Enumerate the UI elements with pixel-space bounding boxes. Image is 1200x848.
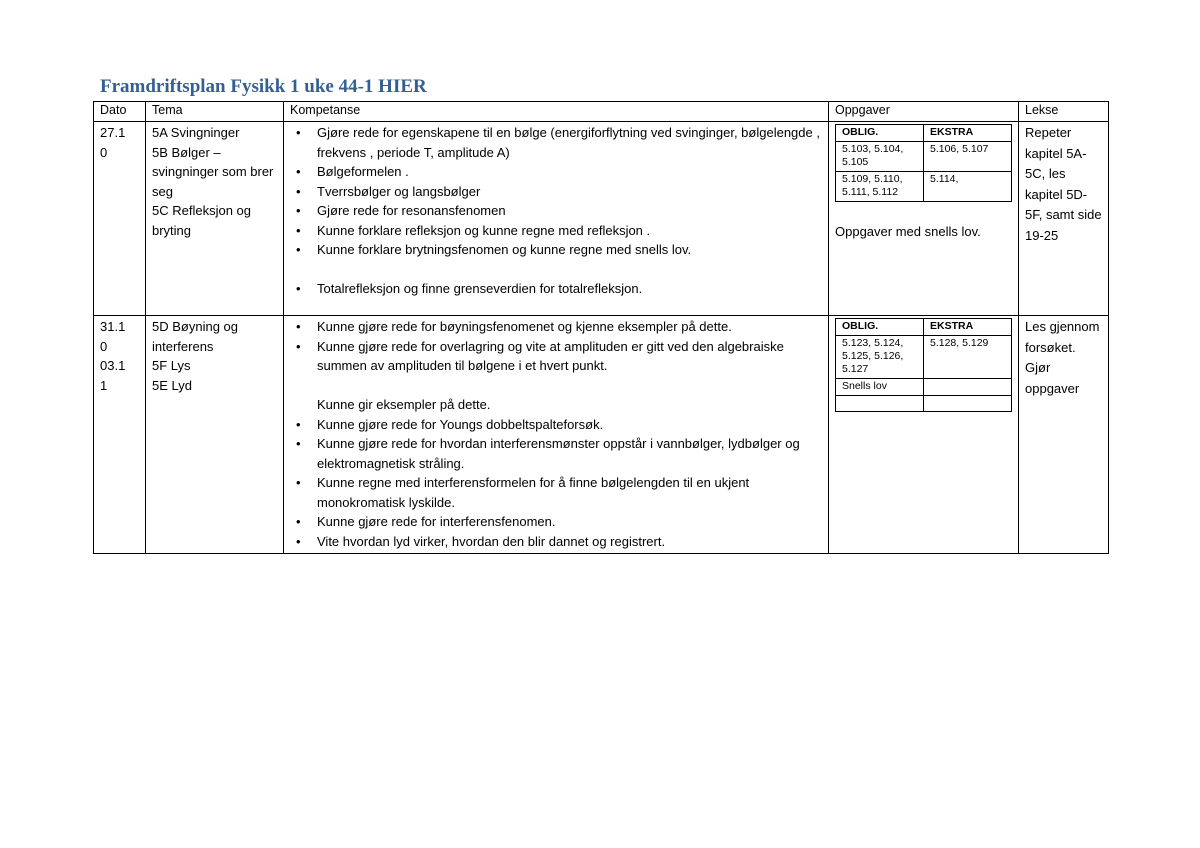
header-kompetanse: Kompetanse [284, 102, 829, 122]
oppgaver-header-row [836, 319, 1012, 336]
oppgaver-table [835, 318, 1012, 412]
tema-cell [146, 122, 284, 316]
oppgaver-table [835, 124, 1012, 202]
kompetanse-cell [284, 316, 829, 554]
list-spacer [290, 376, 822, 396]
ekstra-label: EKSTRA [924, 125, 1012, 142]
kompetanse-list [290, 123, 822, 299]
oblig-value: Snells lov [836, 379, 924, 396]
list-item: • Kunne forklare refleksjon og kunne regne med refleksjon . [290, 221, 822, 241]
ekstra-value: 5.128, 5.129 [924, 336, 1012, 379]
list-item: • Vite hvordan lyd virker, hvordan den blir dannet og registrert. [290, 532, 822, 552]
oblig-value [836, 396, 924, 412]
ekstra-label: EKSTRA [924, 319, 1012, 336]
header-oppgaver: Oppgaver [829, 102, 1019, 122]
lekse-text: Les gjennom forsøket. Gjør oppgaver [1025, 319, 1100, 396]
table-row [94, 316, 1109, 554]
dato-cell [94, 316, 146, 554]
tema-item: 5B Bølger – svingninger som brer seg [152, 144, 274, 199]
list-item: • Kunne regne med interferensformelen for å finne bølgelengden til en ukjent monokromatisk lyskilde. [290, 473, 822, 512]
tema-item: 5F Lys [152, 358, 191, 373]
oblig-value: 5.123, 5.124, 5.125, 5.126, 5.127 [836, 336, 924, 379]
dato-text: 27.1 0 [100, 125, 126, 160]
list-item: • Totalrefleksjon og finne grenseverdien for totalrefleksjon. [290, 279, 822, 299]
oppgaver-cell [829, 122, 1019, 316]
oppgaver-row [836, 142, 1012, 172]
oppgaver-header-row [836, 125, 1012, 142]
lekse-text: Repeter kapitel 5A-5C, les kapitel 5D-5F, samt side 19-25 [1025, 125, 1102, 243]
list-item: • Kunne gjøre rede for overlagring og vite at amplituden er gitt ved den algebraiske summen av amplituden til bølgene i et hvert punkt. [290, 337, 822, 376]
lekse-cell [1019, 122, 1109, 316]
oblig-value: 5.109, 5.110, 5.111, 5.112 [836, 172, 924, 202]
oppgaver-row [836, 172, 1012, 202]
oppgaver-row [836, 396, 1012, 412]
tema-item: 5D Bøyning og interferens [152, 319, 238, 354]
oblig-label: OBLIG. [836, 125, 924, 142]
header-lekse: Lekse [1019, 102, 1109, 122]
list-item: • Gjøre rede for resonansfenomen [290, 201, 822, 221]
oppgaver-cell [829, 316, 1019, 554]
list-item: • Bølgeformelen . [290, 162, 822, 182]
tema-item: 5C Refleksjon og bryting [152, 203, 251, 238]
header-row [94, 102, 1109, 122]
oppgaver-note: Oppgaver med snells lov. [835, 224, 981, 239]
list-item: • Kunne gjøre rede for bøyningsfenomenet og kjenne eksempler på dette. [290, 317, 822, 337]
ekstra-value [924, 396, 1012, 412]
kompetanse-cell [284, 122, 829, 316]
list-item: Kunne gir eksempler på dette. [317, 397, 491, 412]
oppgaver-row [836, 336, 1012, 379]
list-item: • Kunne gjøre rede for Youngs dobbeltspalteforsøk. [290, 415, 822, 435]
oblig-value: 5.103, 5.104, 5.105 [836, 142, 924, 172]
ekstra-value: 5.114, [924, 172, 1012, 202]
oblig-label: OBLIG. [836, 319, 924, 336]
oppgaver-row [836, 379, 1012, 396]
table-row [94, 122, 1109, 316]
ekstra-value: 5.106, 5.107 [924, 142, 1012, 172]
tema-item: 5E Lyd [152, 377, 192, 393]
list-item: • Kunne gjøre rede for interferensfenomen. [290, 512, 822, 532]
list-item: • Tverrsbølger og langsbølger [290, 182, 822, 202]
document-title: Framdriftsplan Fysikk 1 uke 44-1 HIER [100, 76, 427, 97]
dato-text: 31.1 0 03.1 1 [100, 319, 126, 393]
list-item: • Gjøre rede for egenskapene til en bølge (energiforflytning ved svinginger, bølgelengde , frekvens , periode T, amplitude A) [290, 123, 822, 162]
kompetanse-list [290, 317, 822, 551]
list-spacer [290, 260, 822, 280]
tema-item: 5A Svingninger [152, 125, 240, 140]
ekstra-value [924, 379, 1012, 396]
header-dato: Dato [94, 102, 146, 122]
tema-cell [146, 316, 284, 554]
list-item: • Kunne forklare brytningsfenomen og kunne regne med snells lov. [290, 240, 822, 260]
list-item: • Kunne gjøre rede for hvordan interferensmønster oppstår i vannbølger, lydbølger og elektromagnetisk stråling. [290, 434, 822, 473]
schedule-table [93, 101, 1109, 554]
lekse-cell [1019, 316, 1109, 554]
dato-cell [94, 122, 146, 316]
header-tema: Tema [146, 102, 284, 122]
